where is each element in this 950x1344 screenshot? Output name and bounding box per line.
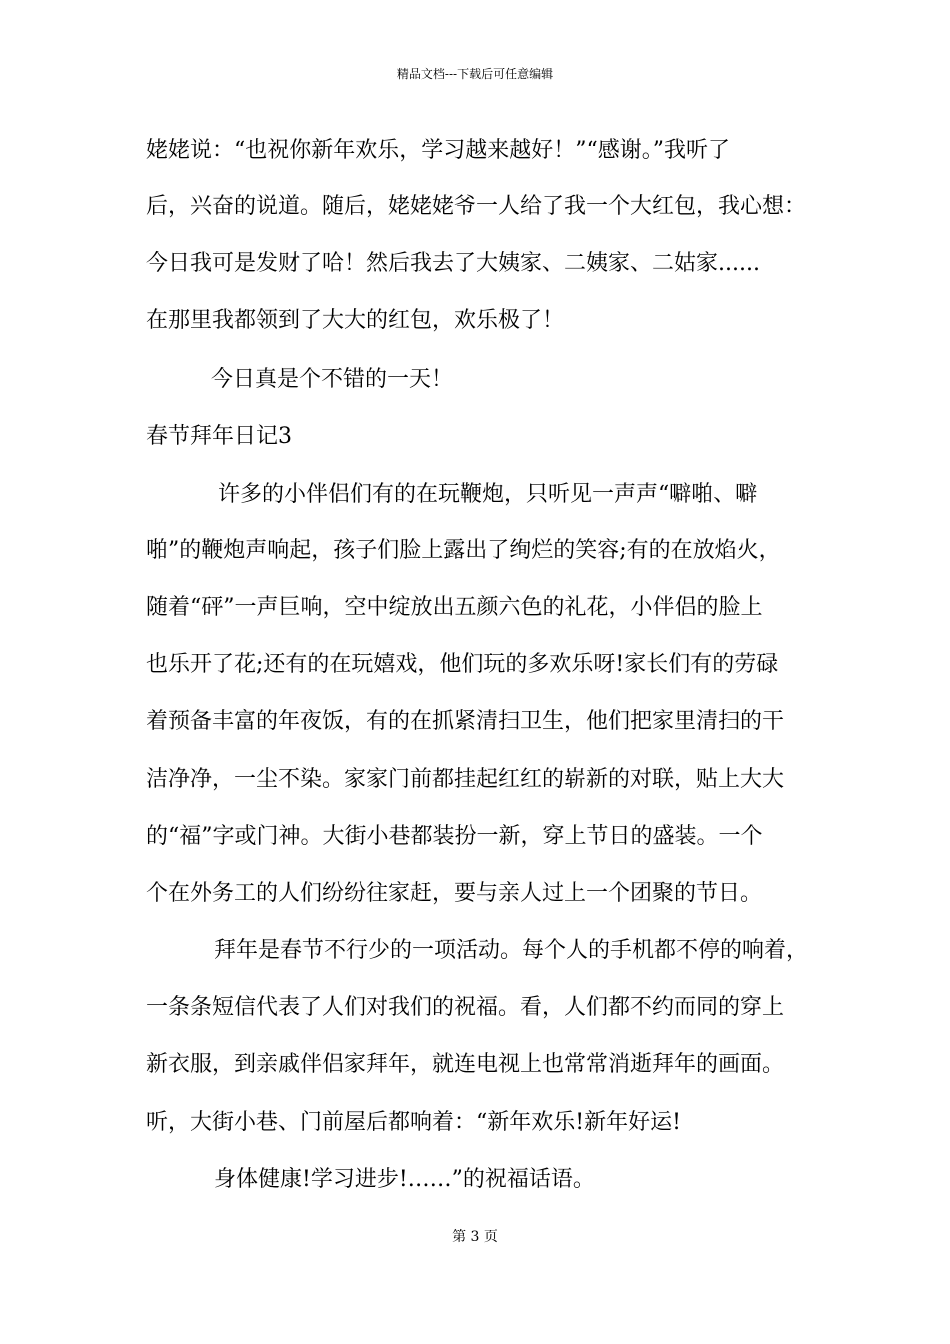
text-line: 一条条短信代表了人们对我们的祝福。看，人们都不约而同的穿上 xyxy=(146,995,785,1020)
text-line: 在那里我都领到了大大的红包，欢乐极了！ xyxy=(146,308,565,333)
page-number: 3 xyxy=(470,1229,480,1245)
page-header: 精品文档---下载后可任意编辑 xyxy=(396,67,554,81)
text-line: 今日真是个不错的一天！ xyxy=(211,367,454,392)
page-number-prefix: 第 xyxy=(452,1229,467,1245)
text-line: 今日我可是发财了哈！然后我去了大姨家、二姨家、二姑家...... xyxy=(146,251,760,276)
page-number-suffix: 页 xyxy=(483,1229,498,1245)
text-line: 听，大街小巷、门前屋后都响着：“新年欢乐!新年好运! xyxy=(146,1110,681,1135)
text-line: 个在外务工的人们纷纷往家赶，要与亲人过上一个团聚的节日。 xyxy=(146,881,763,906)
text-line: 的“福”字或门神。大街小巷都装扮一新，穿上节日的盛装。一个 xyxy=(146,824,763,849)
text-line: 拜年是春节不行少的一项活动。每个人的手机都不停的响着， xyxy=(214,938,809,963)
text-line: 许多的小伴侣们有的在玩鞭炮，只听见一声声“噼啪、噼 xyxy=(218,482,758,507)
text-line: 随着“砰”一声巨响，空中绽放出五颜六色的礼花，小伴侣的脸上 xyxy=(146,595,763,620)
text-line: 新衣服，到亲戚伴侣家拜年，就连电视上也常常消逝拜年的画面。 xyxy=(146,1052,785,1077)
text-line: 也乐开了花;还有的在玩嬉戏，他们玩的多欢乐呀!家长们有的劳碌 xyxy=(146,652,779,677)
text-line: 洁净净，一尘不染。家家门前都挂起红红的崭新的对联，贴上大大 xyxy=(146,767,785,792)
page-footer xyxy=(0,1228,950,1246)
text-line: 着预备丰富的年夜饭，有的在抓紧清扫卫生，他们把家里清扫的干 xyxy=(146,709,785,734)
text-line: 姥姥说：“也祝你新年欢乐，学习越来越好！”“感谢。”我听了 xyxy=(146,138,730,163)
section-title: 春节拜年日记3 xyxy=(146,424,292,449)
text-line: 身体健康!学习进步!……”的祝福话语。 xyxy=(214,1167,595,1192)
text-line: 啪”的鞭炮声响起，孩子们脸上露出了绚烂的笑容;有的在放焰火， xyxy=(146,538,781,563)
text-line: 后，兴奋的说道。随后，姥姥姥爷一人给了我一个大红包，我心想： xyxy=(146,194,807,219)
